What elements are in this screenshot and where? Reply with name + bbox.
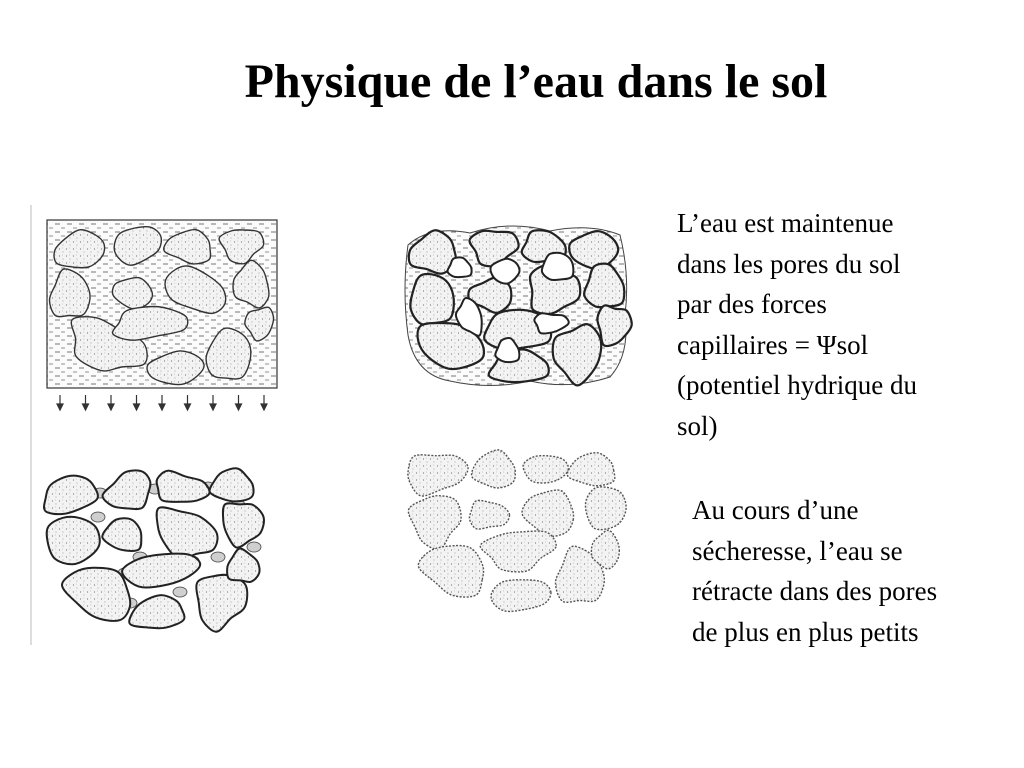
soil-grain (408, 496, 461, 550)
soil-grain (157, 471, 210, 502)
arrow-head (159, 404, 165, 410)
text-line: rétracte dans des pores (692, 576, 938, 606)
soil-grain (227, 548, 259, 582)
arrow-head (236, 404, 242, 410)
text-block-drought (692, 490, 1014, 652)
water-bridge (211, 552, 225, 562)
text-line: de plus en plus petits (692, 616, 919, 647)
soil-grain (585, 487, 626, 530)
drainage-arrows (57, 395, 267, 410)
soil-grain (567, 453, 614, 486)
water-bridge (91, 512, 105, 522)
panel-saturated-soil (47, 220, 277, 410)
soil-grain (62, 568, 130, 621)
soil-grain (196, 575, 247, 632)
text-line: sol) (677, 410, 718, 441)
soil-grain (103, 470, 151, 509)
soil-grain (480, 531, 556, 572)
water-bridge (173, 587, 187, 597)
panel-drying-soil (44, 468, 264, 631)
text-line: capillaires = Ψsol (677, 329, 869, 360)
soil-grain (209, 468, 253, 501)
text-line: par des forces (677, 289, 827, 319)
arrow-head (134, 404, 140, 410)
soil-grain (418, 546, 483, 597)
text-line: Au cours d’une (692, 495, 859, 525)
slide-title: Physique de l’eau dans le sol (244, 55, 828, 108)
text-line: (potentiel hydrique du (677, 370, 917, 400)
arrow-head (57, 404, 63, 410)
soil-grain (472, 450, 516, 488)
arrow-head (185, 404, 191, 410)
soil-grain (469, 500, 509, 529)
panel-dry-soil (408, 450, 626, 612)
arrow-head (210, 404, 216, 410)
arrow-head (83, 404, 89, 410)
soil-grain (522, 490, 574, 536)
text-line: sécheresse, l’eau se (692, 535, 903, 566)
soil-grain (44, 476, 98, 514)
soil-grain (223, 503, 264, 547)
panel-field-capacity (405, 226, 632, 386)
text-line: dans les pores du sol (677, 248, 901, 279)
soil-water-figure (30, 205, 670, 645)
soil-grain (157, 507, 218, 558)
arrow-head (261, 404, 267, 410)
text-line: L’eau est maintenue (677, 208, 894, 238)
soil-grain (523, 456, 568, 483)
soil-grain (47, 517, 100, 564)
air-pore (542, 253, 574, 280)
soil-grain (129, 595, 184, 628)
soil-grain (491, 580, 551, 612)
soil-grain (597, 305, 631, 346)
arrow-head (108, 404, 114, 410)
soil-grain (102, 518, 141, 551)
soil-grain (410, 274, 454, 325)
text-block-capillary-forces (677, 203, 1007, 446)
water-bridge (247, 542, 261, 552)
soil-grain (408, 455, 468, 496)
soil-water-diagram (30, 205, 670, 645)
